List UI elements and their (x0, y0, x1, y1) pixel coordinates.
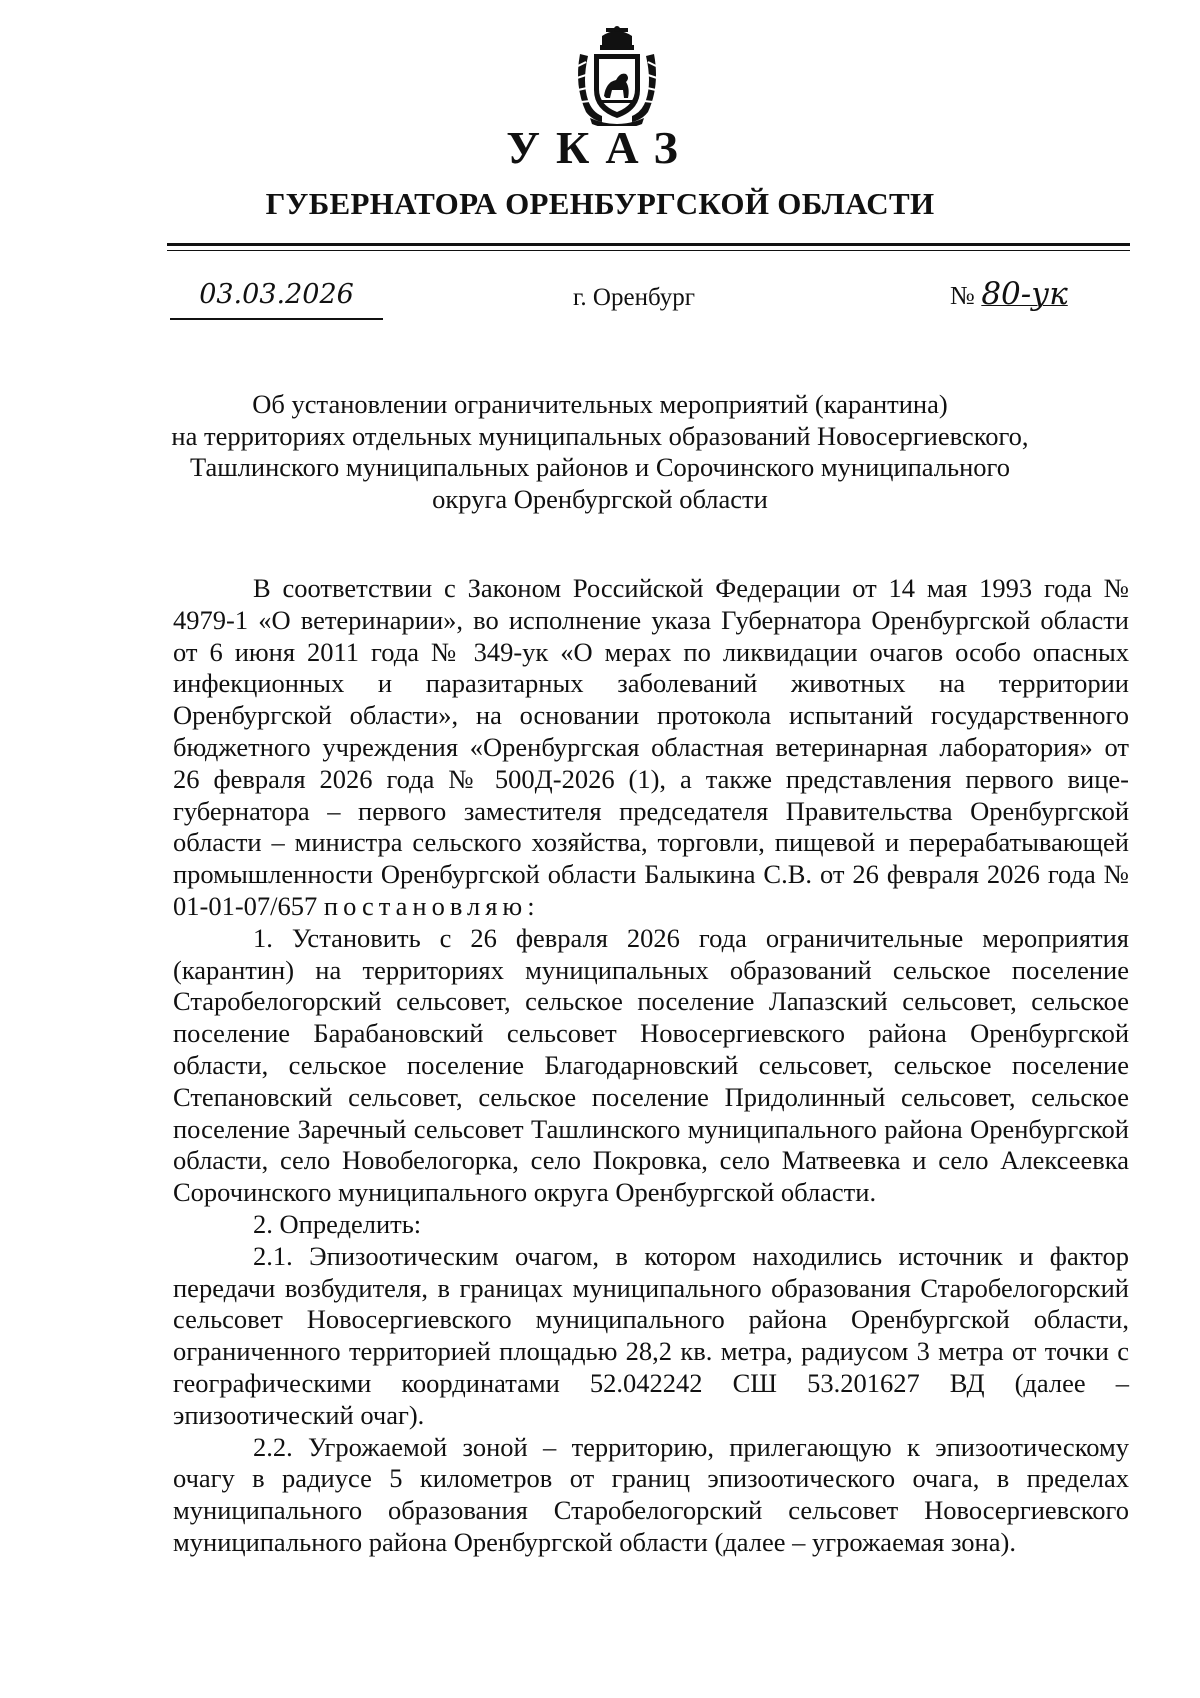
paragraph-2-2: 2.2. Угрожаемой зоной – территорию, прилегающую к эпизоотическому очагу в радиусе 5 километров от границ эпизоотического очага, в пределах муниципального образования Старобелогорский сельсовет Новосергиевского муниципального района Оренбургской области (далее – угрожаемая зона). (173, 1431, 1129, 1557)
heading-line: Ташлинского муниципальных районов и Сорочинского муниципального (190, 452, 1010, 482)
heading-line: Об установлении ограничительных мероприятий (карантина) (252, 389, 948, 419)
decree-body (173, 573, 1129, 1559)
decree-heading (130, 389, 1070, 515)
decree-word: постановляю: (323, 890, 540, 921)
decree-issuer: ГУБЕРНАТОРА ОРЕНБУРГСКОЙ ОБЛАСТИ (265, 186, 935, 221)
decree-number (950, 274, 1068, 318)
header-rule-thick (167, 243, 1130, 246)
heading-line: на территориях отдельных муниципальных образований Новосергиевского, (171, 420, 1029, 451)
paragraph-2-1: 2.1. Эпизоотическим очагом, в котором находились источник и фактор передачи возбудителя, в границах муниципального образования Старобелогорский сельсовет Новосергиевского муниципального района Оренбургской области, ограниченного территорией площадью 28,2 кв. метра, радиусом 3 метра от точки с географическими координатами 52.042242 СШ 53.201627 ВД (далее – эпизоотический очаг). (173, 1240, 1129, 1430)
number-sign: № (950, 281, 975, 310)
heading-line: округа Оренбургской области (432, 483, 768, 514)
decree-city: г. Оренбург (573, 284, 695, 311)
paragraph-2: 2. Определить: (253, 1208, 422, 1239)
header-rule-thin (167, 250, 1130, 251)
decree-title: УКАЗ (506, 122, 694, 173)
decree-number-value: 80-ук (981, 276, 1068, 312)
decree-date: 03.03.2026 (170, 278, 383, 320)
coat-of-arms-icon (572, 26, 662, 126)
preamble-text: В соответствии с Законом Российской Федерации от 14 мая 1993 года № 4979-1 «О ветеринарии», во исполнение указа Губернатора Оренбургской области от 6 июня 2011 года № 349-ук «О мерах по ликвидации очагов особо опасных инфекционных и паразитарных заболеваний животных на территории Оренбургской области», на основании протокола испытаний государственного бюджетного учреждения «Оренбургская областная ветеринарная лаборатория» от 26 февраля 2026 года № 500Д-2026 (1), а также представления первого вице-губернатора – первого заместителя председателя Правительства Оренбургской области – министра сельского хозяйства, торговли, пищевой и перерабатывающей промышленности Оренбургской области Балыкина С.В. от 26 февраля 2026 года № 01-01-07/657 (173, 573, 1129, 921)
paragraph-1: 1. Установить с 26 февраля 2026 года ограничительные мероприятия (карантин) на территориях муниципальных образований сельское поселение Старобелогорский сельсовет, сельское поселение Лапазский сельсовет, сельское поселение Барабановский сельсовет Новосергиевского района Оренбургской области, сельское поселение Благодарновский сельсовет, сельское поселение Степановский сельсовет, сельское поселение Придолинный сельсовет, сельское поселение Заречный сельсовет Ташлинского муниципального района Оренбургской области, село Новобелогорка, село Покровка, село Матвеевка и село Алексеевка Сорочинского муниципального округа Оренбургской области. (173, 922, 1129, 1208)
preamble-paragraph (173, 573, 1129, 923)
